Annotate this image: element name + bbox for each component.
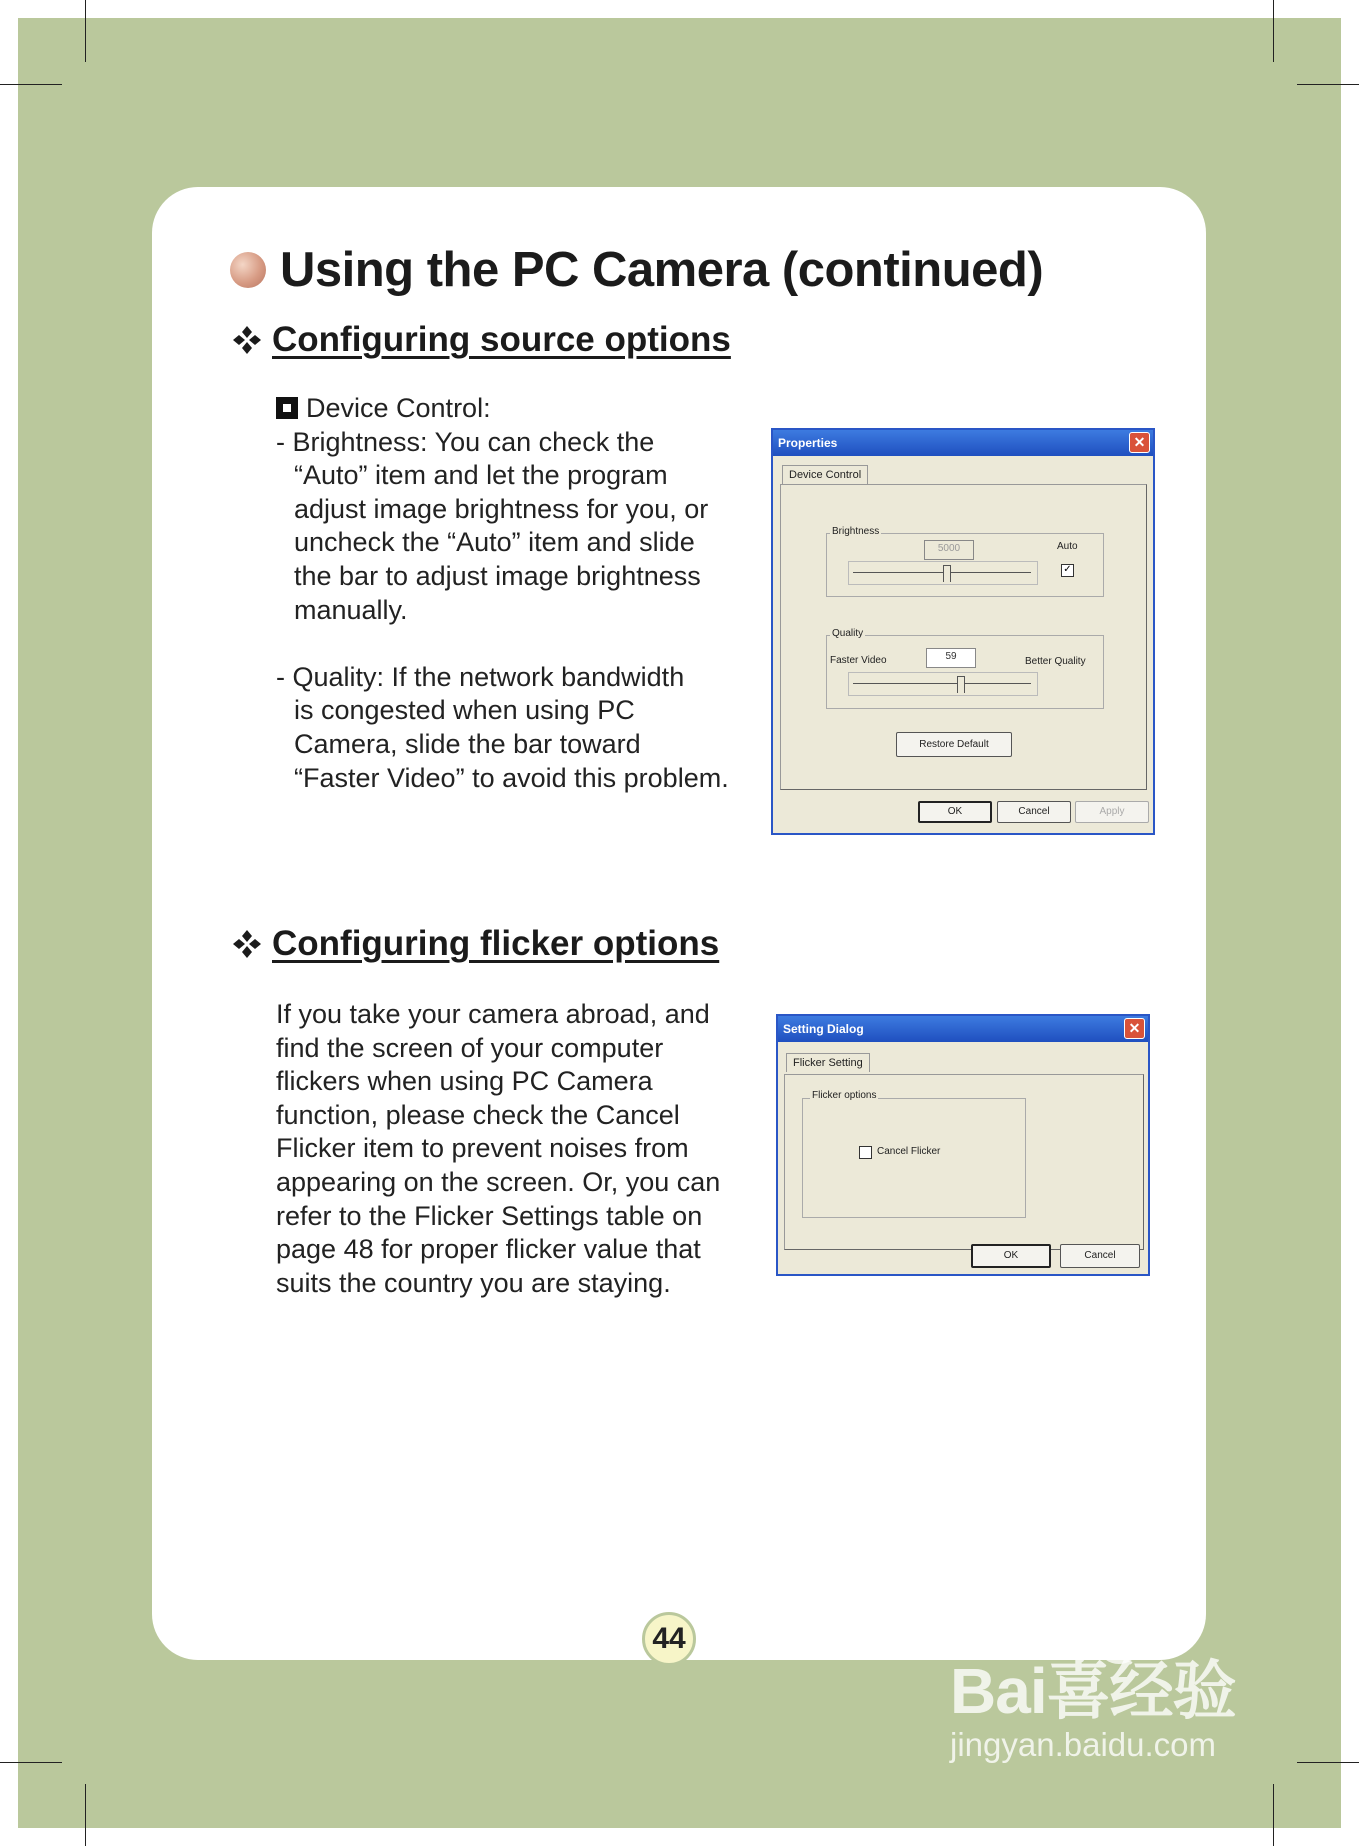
text-line: function, please check the Cancel [276, 1099, 680, 1130]
auto-checkbox[interactable]: ✓ [1061, 564, 1074, 577]
crop-mark [1273, 1784, 1274, 1846]
crop-mark [1297, 84, 1359, 85]
flicker-section-body [276, 998, 766, 1300]
restore-default-button[interactable]: Restore Default [896, 732, 1012, 757]
slider-track [853, 683, 1031, 684]
quality-slider[interactable] [848, 672, 1038, 696]
watermark-brand: Bai喜经验 [950, 1655, 1236, 1727]
close-icon[interactable]: ✕ [1124, 1018, 1145, 1039]
ok-button[interactable]: OK [971, 1244, 1051, 1268]
dialog-title-bar [773, 430, 1153, 456]
crop-mark [0, 1762, 62, 1763]
source-section-body [276, 392, 766, 795]
crop-mark [1297, 1762, 1359, 1763]
auto-label: Auto [1057, 541, 1078, 552]
text-line: find the screen of your computer [276, 1032, 664, 1063]
tab-device-control[interactable]: Device Control [782, 465, 868, 484]
text-line: - Quality: If the network bandwidth [276, 661, 685, 692]
text-line: Flicker item to prevent noises from [276, 1133, 689, 1164]
text-line: refer to the Flicker Settings table on [276, 1200, 703, 1231]
quality-paragraph [276, 661, 766, 795]
quality-value-field[interactable]: 59 [926, 648, 976, 668]
four-diamond-icon [230, 927, 264, 961]
flicker-options-label: Flicker options [812, 1090, 877, 1101]
watermark-url: jingyan.baidu.com [950, 1726, 1216, 1763]
slider-thumb[interactable] [943, 565, 951, 582]
quality-group-label: Quality [832, 628, 864, 639]
crop-mark [1273, 0, 1274, 62]
text-line: is congested when using PC [294, 695, 635, 726]
brightness-group-label: Brightness [832, 526, 880, 537]
slider-thumb[interactable] [957, 676, 965, 693]
better-quality-label: Better Quality [1025, 656, 1086, 667]
page-title-row [230, 242, 1043, 298]
text-line: “Faster Video” to avoid this problem. [294, 762, 729, 793]
text-line: adjust image brightness for you, or [294, 493, 709, 524]
faster-video-label: Faster Video [830, 655, 887, 666]
section-title: Configuring flicker options [272, 924, 720, 963]
crop-mark [85, 0, 86, 62]
text-line: manually. [294, 594, 408, 625]
square-bullet-icon [276, 397, 298, 419]
section-title: Configuring source options [272, 320, 731, 359]
ok-button[interactable]: OK [918, 801, 992, 823]
text-line: page 48 for proper flicker value that [276, 1234, 701, 1265]
text-line: appearing on the screen. Or, you can [276, 1166, 721, 1197]
page-title: Using the PC Camera (continued) [280, 243, 1044, 297]
text-line: If you take your camera abroad, and [276, 999, 710, 1029]
dialog-title: Setting Dialog [783, 1022, 864, 1036]
flicker-options-group [802, 1098, 1026, 1218]
crop-mark [85, 1784, 86, 1846]
text-line: - Brightness: You can check the [276, 426, 655, 457]
bullet-circle-icon [230, 252, 266, 288]
brightness-paragraph [276, 426, 766, 628]
text-line: flickers when using PC Camera [276, 1066, 653, 1097]
device-control-label: Device Control: [306, 393, 491, 423]
device-control-line [276, 392, 766, 426]
dialog-title: Properties [778, 436, 838, 450]
text-line: suits the country you are staying. [276, 1267, 671, 1298]
cancel-flicker-label: Cancel Flicker [877, 1146, 941, 1157]
paw-icon [1122, 1602, 1148, 1628]
cancel-button[interactable]: Cancel [1060, 1244, 1140, 1268]
text-line: “Auto” item and let the program [294, 460, 668, 491]
cancel-flicker-checkbox[interactable] [859, 1146, 872, 1159]
brightness-slider[interactable] [848, 561, 1038, 585]
tab-flicker-setting[interactable]: Flicker Setting [786, 1053, 870, 1072]
text-line: the bar to adjust image brightness [294, 560, 701, 591]
setting-dialog [776, 1014, 1150, 1276]
crop-mark [0, 84, 62, 85]
cancel-button[interactable]: Cancel [997, 801, 1071, 823]
properties-dialog [771, 428, 1155, 835]
page-number: 44 [642, 1612, 696, 1666]
dialog-title-bar [778, 1016, 1148, 1042]
apply-button[interactable]: Apply [1075, 801, 1149, 823]
close-icon[interactable]: ✕ [1129, 432, 1150, 453]
paw-icon [1090, 1606, 1116, 1632]
source-section-heading [230, 320, 731, 360]
text-line: Camera, slide the bar toward [294, 728, 641, 759]
four-diamond-icon [230, 323, 264, 357]
brightness-value-field[interactable]: 5000 [924, 540, 974, 560]
flicker-section-heading [230, 924, 719, 964]
slider-track [853, 572, 1031, 573]
text-line: uncheck the “Auto” item and slide [294, 527, 695, 558]
